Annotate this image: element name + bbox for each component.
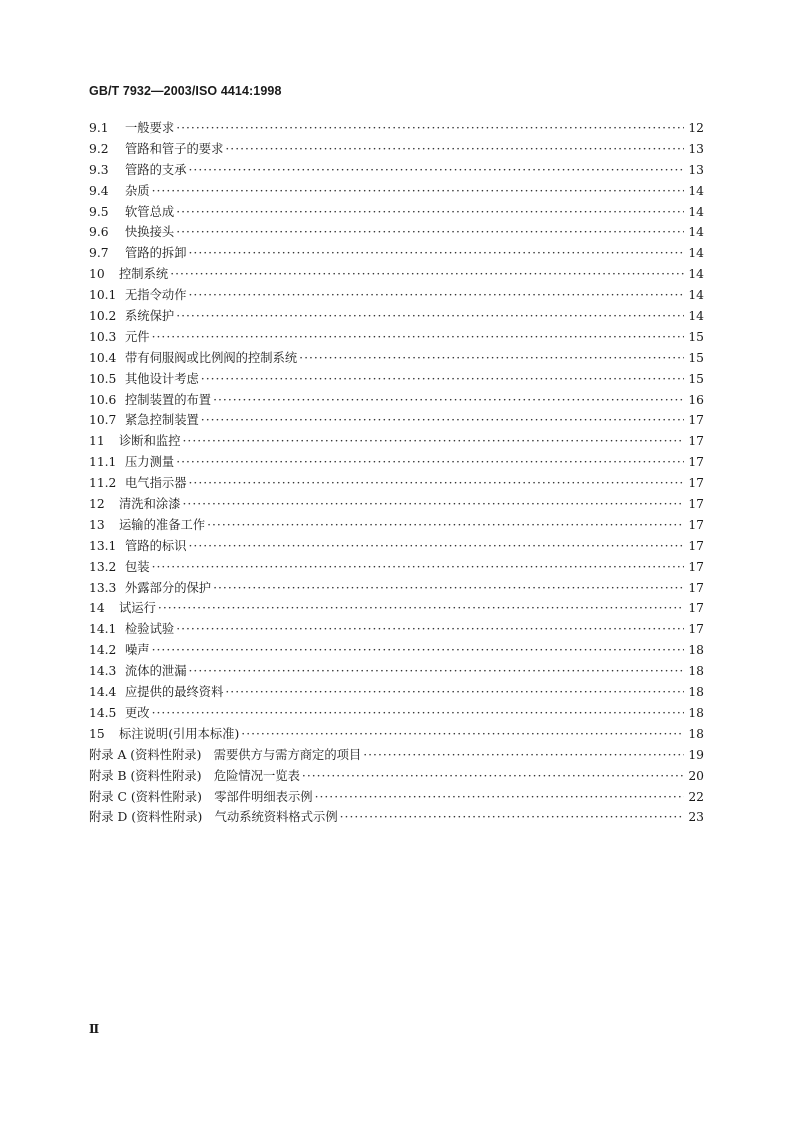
toc-entry-page: 12 xyxy=(688,121,704,135)
toc-entry[interactable] xyxy=(89,787,704,808)
toc-entry-title: 快换接头 xyxy=(125,225,175,240)
toc-entry[interactable] xyxy=(89,745,704,766)
toc-leader-dots xyxy=(225,682,684,703)
toc-entry-number: 9.7 xyxy=(89,246,109,261)
toc-leader-dots xyxy=(176,202,684,223)
toc-leader-dots xyxy=(213,390,684,411)
toc-entry[interactable] xyxy=(89,640,704,661)
toc-entry[interactable] xyxy=(89,285,704,306)
toc-entry-page: 14 xyxy=(688,183,704,198)
toc-entry-number: 13 xyxy=(89,517,105,532)
toc-entry-title: 附录 B (资料性附录) 危险情况一览表 xyxy=(89,768,300,783)
toc-leader-dots xyxy=(183,494,685,515)
toc-leader-dots xyxy=(189,285,685,306)
toc-entry[interactable] xyxy=(89,452,704,473)
toc-entry-page: 17 xyxy=(688,476,704,491)
toc-leader-dots xyxy=(176,452,684,473)
toc-entry[interactable] xyxy=(89,348,704,369)
toc-entry-title: 噪声 xyxy=(125,643,150,658)
toc-entry-title: 无指令动作 xyxy=(125,288,187,303)
toc-entry-page: 17 xyxy=(688,517,704,532)
toc-leader-dots xyxy=(207,515,684,536)
toc-entry-title: 试运行 xyxy=(119,601,156,616)
toc-entry-page: 19 xyxy=(688,747,704,762)
toc-entry-title: 控制系统 xyxy=(119,267,169,282)
toc-entry-number: 9.6 xyxy=(89,225,109,240)
toc-entry[interactable] xyxy=(89,557,704,578)
toc-entry-page: 18 xyxy=(688,664,704,679)
toc-entry-number: 10 xyxy=(89,267,105,282)
toc-entry-title: 包装 xyxy=(125,559,150,574)
toc-entry-page: 14 xyxy=(688,204,704,219)
toc-leader-dots xyxy=(201,410,685,431)
toc-entry[interactable] xyxy=(89,243,704,264)
toc-entry-number: 14.4 xyxy=(89,685,117,700)
toc-entry-title: 运输的准备工作 xyxy=(119,517,206,532)
toc-entry-page: 18 xyxy=(688,685,704,700)
toc-entry-title: 带有伺服阀或比例阀的控制系统 xyxy=(125,350,298,365)
toc-entry-page: 14 xyxy=(688,267,704,282)
toc-entry-page: 18 xyxy=(688,705,704,720)
toc-leader-dots xyxy=(225,139,684,160)
toc-entry[interactable] xyxy=(89,766,704,787)
toc-entry-number: 9.3 xyxy=(89,162,109,177)
toc-entry-page: 15 xyxy=(688,371,704,386)
toc-entry-number: 11.1 xyxy=(89,455,117,470)
toc-entry-title: 应提供的最终资料 xyxy=(125,685,224,700)
document-code: GB/T 7932—2003/ISO 4414:1998 xyxy=(89,84,282,98)
toc-leader-dots xyxy=(213,578,684,599)
toc-entry-page: 17 xyxy=(688,601,704,616)
toc-entry[interactable] xyxy=(89,703,704,724)
toc-leader-dots xyxy=(152,181,685,202)
toc-entry-page: 14 xyxy=(688,246,704,261)
toc-leader-dots xyxy=(158,598,684,619)
toc-entry[interactable] xyxy=(89,515,704,536)
toc-entry-title: 其他设计考虑 xyxy=(125,371,199,386)
toc-entry-page: 14 xyxy=(688,288,704,303)
toc-leader-dots xyxy=(152,640,685,661)
toc-entry-title: 元件 xyxy=(125,329,150,344)
toc-entry-number: 13.1 xyxy=(89,538,117,553)
toc-entry-number: 10.5 xyxy=(89,371,117,386)
table-of-contents xyxy=(89,118,704,828)
toc-entry-title: 清洗和涂漆 xyxy=(119,497,181,512)
toc-entry-page: 17 xyxy=(688,538,704,553)
toc-entry-number: 12 xyxy=(89,497,105,512)
toc-entry-number: 10.3 xyxy=(89,329,117,344)
toc-entry-title: 标注说明(引用本标准) xyxy=(119,726,240,741)
toc-entry[interactable] xyxy=(89,327,704,348)
toc-leader-dots xyxy=(152,703,685,724)
toc-entry-title: 管路的支承 xyxy=(125,162,187,177)
toc-entry-title: 更改 xyxy=(125,705,150,720)
toc-entry-number: 14.1 xyxy=(89,622,117,637)
toc-entry-number: 15 xyxy=(89,726,105,741)
toc-entry-title: 系统保护 xyxy=(125,309,175,324)
toc-leader-dots xyxy=(340,807,685,828)
toc-leader-dots xyxy=(189,473,685,494)
toc-entry-page: 13 xyxy=(688,141,704,156)
toc-entry-page: 14 xyxy=(688,225,704,240)
toc-entry[interactable] xyxy=(89,202,704,223)
toc-entry-title: 管路和管子的要求 xyxy=(125,141,224,156)
toc-entry-page: 15 xyxy=(688,350,704,365)
toc-entry[interactable] xyxy=(89,410,704,431)
toc-entry[interactable] xyxy=(89,578,704,599)
toc-entry[interactable] xyxy=(89,390,704,411)
toc-entry-number: 10.6 xyxy=(89,392,117,407)
toc-leader-dots xyxy=(241,724,684,745)
toc-entry-page: 17 xyxy=(688,455,704,470)
toc-entry-page: 23 xyxy=(688,810,704,825)
toc-entry-title: 控制装置的布置 xyxy=(125,392,212,407)
toc-entry-page: 18 xyxy=(688,726,704,741)
toc-entry-title: 软管总成 xyxy=(125,204,175,219)
toc-leader-dots xyxy=(152,327,685,348)
toc-leader-dots xyxy=(176,222,684,243)
toc-entry[interactable] xyxy=(89,494,704,515)
toc-leader-dots xyxy=(315,787,685,808)
toc-entry[interactable] xyxy=(89,807,704,828)
toc-entry-page: 17 xyxy=(688,497,704,512)
toc-entry[interactable] xyxy=(89,222,704,243)
toc-leader-dots xyxy=(170,264,684,285)
toc-entry[interactable] xyxy=(89,139,704,160)
toc-leader-dots xyxy=(302,766,684,787)
toc-entry-page: 16 xyxy=(688,392,704,407)
toc-entry-title: 附录 A (资料性附录) 需要供方与需方商定的项目 xyxy=(89,747,362,762)
toc-entry-page: 17 xyxy=(688,559,704,574)
toc-entry-page: 17 xyxy=(688,434,704,449)
toc-entry[interactable] xyxy=(89,536,704,557)
toc-entry-title: 压力测量 xyxy=(125,455,175,470)
toc-entry-number: 10.2 xyxy=(89,309,117,324)
toc-entry-title: 诊断和监控 xyxy=(119,434,181,449)
toc-leader-dots xyxy=(189,661,685,682)
toc-entry-number: 9.2 xyxy=(89,141,109,156)
toc-entry[interactable] xyxy=(89,473,704,494)
toc-entry-title: 附录 D (资料性附录) 气动系统资料格式示例 xyxy=(89,810,338,825)
toc-entry-page: 20 xyxy=(688,768,704,783)
toc-entry-title: 附录 C (资料性附录) 零部件明细表示例 xyxy=(89,789,313,804)
toc-entry-title: 外露部分的保护 xyxy=(125,580,212,595)
toc-entry-number: 13.2 xyxy=(89,559,117,574)
toc-entry[interactable] xyxy=(89,598,704,619)
toc-entry[interactable] xyxy=(89,431,704,452)
toc-leader-dots xyxy=(201,369,685,390)
page-number: Ⅱ xyxy=(89,1022,100,1036)
toc-entry[interactable] xyxy=(89,160,704,181)
toc-entry-number: 10.7 xyxy=(89,413,117,428)
toc-entry[interactable] xyxy=(89,306,704,327)
toc-leader-dots xyxy=(299,348,684,369)
toc-entry-title: 流体的泄漏 xyxy=(125,664,187,679)
toc-entry[interactable] xyxy=(89,181,704,202)
toc-entry-number: 14.2 xyxy=(89,643,117,658)
toc-entry-number: 14.3 xyxy=(89,664,117,679)
toc-leader-dots xyxy=(363,745,684,766)
toc-leader-dots xyxy=(176,619,684,640)
toc-entry-title: 管路的标识 xyxy=(125,538,187,553)
toc-entry-number: 10.4 xyxy=(89,350,117,365)
toc-entry-number: 9.4 xyxy=(89,183,109,198)
toc-leader-dots xyxy=(176,306,684,327)
toc-entry-page: 17 xyxy=(688,413,704,428)
toc-entry-title: 杂质 xyxy=(125,183,150,198)
toc-entry-page: 13 xyxy=(688,162,704,177)
toc-entry-page: 18 xyxy=(688,643,704,658)
toc-entry-number: 9.5 xyxy=(89,204,109,219)
toc-entry-page: 22 xyxy=(688,789,704,804)
toc-leader-dots xyxy=(183,431,685,452)
toc-entry-title: 一般要求 xyxy=(125,121,175,135)
toc-leader-dots xyxy=(189,160,685,181)
toc-entry-page: 17 xyxy=(688,580,704,595)
toc-entry[interactable] xyxy=(89,682,704,703)
toc-entry-number: 13.3 xyxy=(89,580,117,595)
toc-entry[interactable] xyxy=(89,619,704,640)
toc-leader-dots xyxy=(189,536,685,557)
toc-entry[interactable] xyxy=(89,118,704,139)
toc-entry-page: 14 xyxy=(688,309,704,324)
toc-leader-dots xyxy=(189,243,685,264)
toc-entry-title: 检验试验 xyxy=(125,622,175,637)
toc-entry-number: 14.5 xyxy=(89,705,117,720)
toc-entry-page: 17 xyxy=(688,622,704,637)
toc-entry-title: 管路的拆卸 xyxy=(125,246,187,261)
toc-leader-dots xyxy=(152,557,685,578)
toc-entry-title: 紧急控制装置 xyxy=(125,413,199,428)
toc-entry-number: 11.2 xyxy=(89,476,117,491)
toc-entry-page: 15 xyxy=(688,329,704,344)
toc-entry[interactable] xyxy=(89,369,704,390)
toc-entry[interactable] xyxy=(89,264,704,285)
toc-entry[interactable] xyxy=(89,724,704,745)
toc-entry-title: 电气指示器 xyxy=(125,476,187,491)
toc-entry-number: 11 xyxy=(89,434,105,449)
toc-leader-dots xyxy=(176,118,684,139)
toc-entry[interactable] xyxy=(89,661,704,682)
toc-entry-number: 10.1 xyxy=(89,288,117,303)
toc-entry-number: 9.1 xyxy=(89,121,109,135)
toc-entry-number: 14 xyxy=(89,601,105,616)
